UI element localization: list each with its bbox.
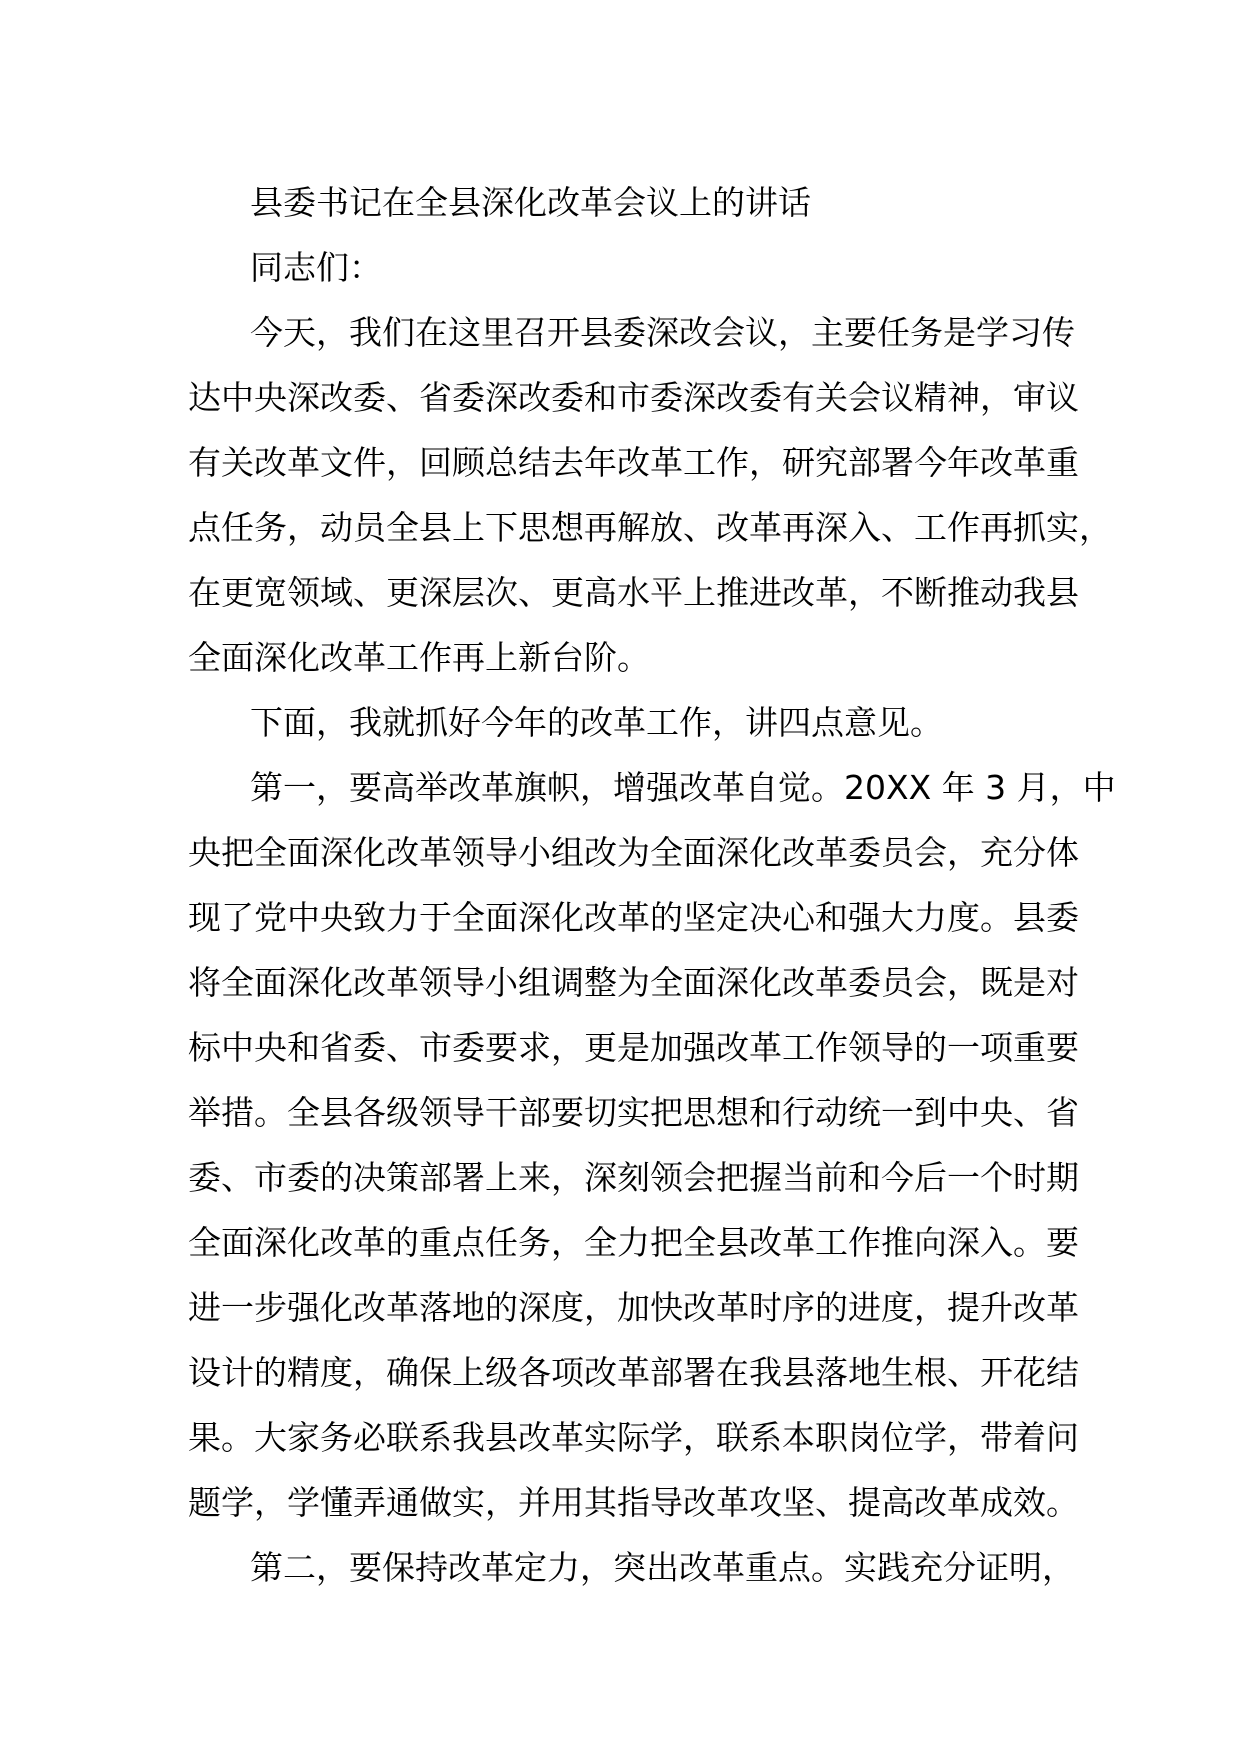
- paragraph-line: 标中央和省委、市委要求，更是加强改革工作领导的一项重要: [188, 1028, 1079, 1067]
- paragraph-line: 举措。全县各级领导干部要切实把思想和行动统一到中央、省: [188, 1093, 1079, 1132]
- paragraph-line: 第二，要保持改革定力，突出改革重点。实践充分证明，: [250, 1548, 1075, 1587]
- paragraph-line: 全面深化改革的重点任务，全力把全县改革工作推向深入。要: [188, 1223, 1079, 1262]
- paragraph-line: 全面深化改革工作再上新台阶。: [188, 638, 650, 677]
- paragraph-line: 今天，我们在这里召开县委深改会议，主要任务是学习传: [250, 313, 1075, 352]
- paragraph-line: 果。大家务必联系我县改革实际学，联系本职岗位学，带着问: [188, 1418, 1079, 1457]
- document-body: [188, 170, 1116, 1600]
- paragraph-line: 第一，要高举改革旗帜，增强改革自觉。20XX 年 3 月，中: [250, 768, 1116, 807]
- paragraph-line: 现了党中央致力于全面深化改革的坚定决心和强大力度。县委: [188, 898, 1079, 937]
- salutation: 同志们：: [250, 248, 382, 287]
- paragraph-line: 有关改革文件，回顾总结去年改革工作，研究部署今年改革重: [188, 443, 1079, 482]
- paragraph-line: 达中央深改委、省委深改委和市委深改委有关会议精神，审议: [188, 378, 1079, 417]
- paragraph-line: 央把全面深化改革领导小组改为全面深化改革委员会，充分体: [188, 833, 1079, 872]
- paragraph-line: 题学，学懂弄通做实，并用其指导改革攻坚、提高改革成效。: [188, 1483, 1079, 1522]
- paragraph-line: 在更宽领域、更深层次、更高水平上推进改革，不断推动我县: [188, 573, 1079, 612]
- document-title: 县委书记在全县深化改革会议上的讲话: [250, 183, 811, 222]
- paragraph-line: 将全面深化改革领导小组调整为全面深化改革委员会，既是对: [188, 963, 1079, 1002]
- paragraph-line: 设计的精度，确保上级各项改革部署在我县落地生根、开花结: [188, 1353, 1079, 1392]
- paragraph-line: 进一步强化改革落地的深度，加快改革时序的进度，提升改革: [188, 1288, 1079, 1327]
- paragraph-line: 点任务，动员全县上下思想再解放、改革再深入、工作再抓实，: [188, 508, 1112, 547]
- paragraph-line: 下面，我就抓好今年的改革工作，讲四点意见。: [250, 703, 943, 742]
- paragraph-line: 委、市委的决策部署上来，深刻领会把握当前和今后一个时期: [188, 1158, 1079, 1197]
